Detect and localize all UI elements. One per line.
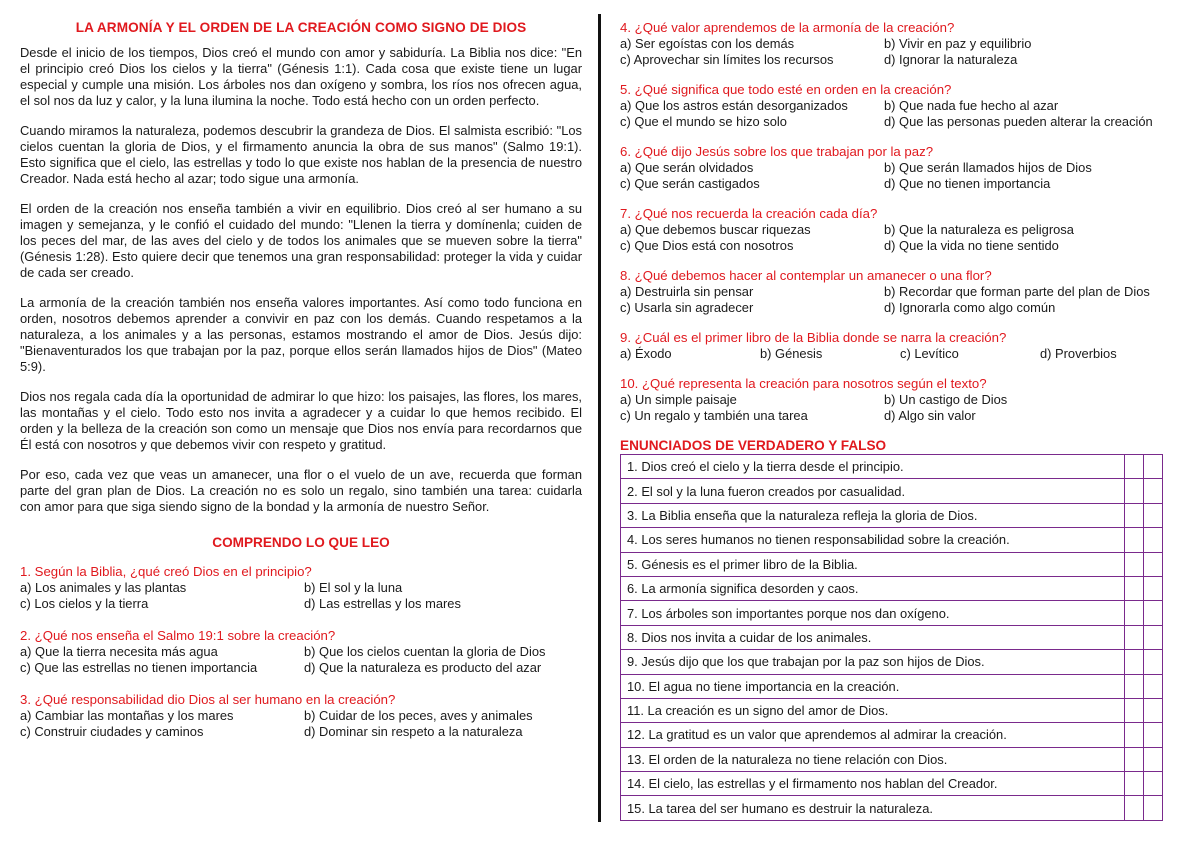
table-row <box>621 747 1163 771</box>
option-b: b) Un castigo de Dios <box>884 392 1008 407</box>
table-row <box>621 503 1163 527</box>
question-7 <box>620 206 1180 254</box>
answer-box-false[interactable] <box>1144 772 1163 796</box>
reading-paragraph-1: Desde el inicio de los tiempos, Dios creó el mundo con amor y sabiduría. La Biblia nos dice: "En el principio creó Dios los cielos y la tierra" (Génesis 1:1). Cada cosa que existe tiene un lugar especial y cumple una misión. Los árboles nos dan oxígeno y sombra, los ríos nos ofrecen agua, el sol nos da luz y calor, y la luna ilumina la noche. Todo está hecho con un orden perfecto. <box>20 45 582 108</box>
answer-box-false[interactable] <box>1144 503 1163 527</box>
statement-text: 12. La gratitud es un valor que aprendemos al admirar la creación. <box>621 723 1125 747</box>
table-row <box>621 479 1163 503</box>
question-text: 7. ¿Qué nos recuerda la creación cada día? <box>620 206 878 221</box>
reading-paragraph-4: La armonía de la creación también nos enseña valores importantes. Así como todo funciona en orden, nosotros debemos aprender a convivir en paz con los demás. Cuando respetamos a la naturaleza, a los animales y a las personas, estamos mostrando el amor de Dios. Jesús dijo: "Bienaventurados los que trabajan por la paz, porque ellos serán llamados hijos de Dios" (Mateo 5:9). <box>20 295 582 374</box>
table-row <box>621 723 1163 747</box>
option-d: d) Algo sin valor <box>884 408 976 423</box>
question-text: 1. Según la Biblia, ¿qué creó Dios en el principio? <box>20 564 312 579</box>
answer-box-false[interactable] <box>1144 455 1163 479</box>
option-b: b) Cuidar de los peces, aves y animales <box>304 708 533 723</box>
reading-title: LA ARMONÍA Y EL ORDEN DE LA CREACIÓN COMO SIGNO DE DIOS <box>75 20 527 35</box>
answer-box-true[interactable] <box>1125 796 1144 820</box>
option-d: d) Ignorarla como algo común <box>884 300 1056 315</box>
table-row <box>621 528 1163 552</box>
column-divider <box>598 14 601 822</box>
option-a: a) Que la tierra necesita más agua <box>20 644 218 659</box>
statement-text: 9. Jesús dijo que los que trabajan por la paz son hijos de Dios. <box>621 650 1125 674</box>
option-a: a) Que serán olvidados <box>620 160 754 175</box>
question-text: 6. ¿Qué dijo Jesús sobre los que trabajan por la paz? <box>620 144 934 159</box>
option-c: c) Que serán castigados <box>620 176 760 191</box>
question-2 <box>20 628 582 676</box>
question-text: 10. ¿Qué representa la creación para nosotros según el texto? <box>620 376 987 391</box>
answer-box-false[interactable] <box>1144 601 1163 625</box>
option-d: d) Dominar sin respeto a la naturaleza <box>304 724 523 739</box>
option-d: d) Proverbios <box>1040 346 1117 361</box>
answer-box-true[interactable] <box>1125 650 1144 674</box>
reading-paragraph-3: El orden de la creación nos enseña también a vivir en equilibrio. Dios creó al ser humano a su imagen y semejanza, y le confió el cuidado del mundo: "Llenen la tierra y domínenla; cuiden de los peces del mar, de las aves del cielo y de todos los animales que se mueven sobre la tierra" (Génesis 1:28). Esto quiere decir que tenemos una gran responsabilidad: proteger la vida y cuidar de cada ser creado. <box>20 201 582 280</box>
option-a: a) Ser egoístas con los demás <box>620 36 795 51</box>
option-b: b) El sol y la luna <box>304 580 403 595</box>
answer-box-false[interactable] <box>1144 698 1163 722</box>
statement-text: 14. El cielo, las estrellas y el firmamento nos hablan del Creador. <box>621 772 1125 796</box>
table-row <box>621 650 1163 674</box>
question-text: 2. ¿Qué nos enseña el Salmo 19:1 sobre la creación? <box>20 628 336 643</box>
option-a: a) Un simple paisaje <box>620 392 737 407</box>
question-4 <box>620 20 1180 68</box>
statement-text: 2. El sol y la luna fueron creados por casualidad. <box>621 479 1125 503</box>
option-a: a) Destruirla sin pensar <box>620 284 754 299</box>
question-text: 4. ¿Qué valor aprendemos de la armonía de la creación? <box>620 20 955 35</box>
statement-text: 15. La tarea del ser humano es destruir la naturaleza. <box>621 796 1125 820</box>
statement-text: 10. El agua no tiene importancia en la creación. <box>621 674 1125 698</box>
table-row <box>621 772 1163 796</box>
answer-box-false[interactable] <box>1144 576 1163 600</box>
table-row <box>621 625 1163 649</box>
option-a: a) Cambiar las montañas y los mares <box>20 708 234 723</box>
question-text: 5. ¿Qué significa que todo esté en orden en la creación? <box>620 82 952 97</box>
answer-box-true[interactable] <box>1125 576 1144 600</box>
question-10 <box>620 376 1180 424</box>
question-6 <box>620 144 1180 192</box>
question-text: 9. ¿Cuál es el primer libro de la Biblia donde se narra la creación? <box>620 330 1007 345</box>
option-c: c) Levítico <box>900 346 959 361</box>
answer-box-true[interactable] <box>1125 503 1144 527</box>
option-a: a) Éxodo <box>620 346 672 361</box>
right-column <box>620 20 1180 821</box>
option-c: c) Que Dios está con nosotros <box>620 238 794 253</box>
answer-box-true[interactable] <box>1125 772 1144 796</box>
statement-text: 11. La creación es un signo del amor de Dios. <box>621 698 1125 722</box>
table-row <box>621 796 1163 820</box>
option-d: d) Que la naturaleza es producto del azar <box>304 660 542 675</box>
comprehension-title: COMPRENDO LO QUE LEO <box>212 535 390 550</box>
option-a: a) Que debemos buscar riquezas <box>620 222 811 237</box>
question-5 <box>620 82 1180 130</box>
statement-text: 13. El orden de la naturaleza no tiene relación con Dios. <box>621 747 1125 771</box>
answer-box-false[interactable] <box>1144 625 1163 649</box>
answer-box-true[interactable] <box>1125 552 1144 576</box>
option-b: b) Que la naturaleza es peligrosa <box>884 222 1074 237</box>
question-9 <box>620 330 1180 362</box>
option-a: a) Los animales y las plantas <box>20 580 187 595</box>
statement-text: 8. Dios nos invita a cuidar de los animales. <box>621 625 1125 649</box>
answer-box-false[interactable] <box>1144 479 1163 503</box>
answer-box-true[interactable] <box>1125 601 1144 625</box>
answer-box-true[interactable] <box>1125 528 1144 552</box>
answer-box-false[interactable] <box>1144 796 1163 820</box>
reading-paragraph-6: Por eso, cada vez que veas un amanecer, una flor o el vuelo de un ave, recuerda que forman parte del gran plan de Dios. La creación no es solo un regalo, sino también una tarea: cuidarla con amor para que siga siendo signo de la bondad y la armonía de nuestro Señor. <box>20 467 582 514</box>
statement-text: 1. Dios creó el cielo y la tierra desde el principio. <box>621 455 1125 479</box>
table-row <box>621 455 1163 479</box>
answer-box-false[interactable] <box>1144 650 1163 674</box>
option-b: b) Que nada fue hecho al azar <box>884 98 1059 113</box>
answer-box-true[interactable] <box>1125 698 1144 722</box>
option-c: c) Los cielos y la tierra <box>20 596 149 611</box>
option-c: c) Construir ciudades y caminos <box>20 724 204 739</box>
answer-box-false[interactable] <box>1144 747 1163 771</box>
option-c: c) Aprovechar sin límites los recursos <box>620 52 834 67</box>
option-c: c) Un regalo y también una tarea <box>620 408 808 423</box>
question-1 <box>20 564 582 612</box>
question-text: 8. ¿Qué debemos hacer al contemplar un amanecer o una flor? <box>620 268 992 283</box>
option-a: a) Que los astros están desorganizados <box>620 98 848 113</box>
option-d: d) Que no tienen importancia <box>884 176 1051 191</box>
answer-box-false[interactable] <box>1144 528 1163 552</box>
statement-text: 6. La armonía significa desorden y caos. <box>621 576 1125 600</box>
reading-paragraph-2: Cuando miramos la naturaleza, podemos descubrir la grandeza de Dios. El salmista escribió: "Los cielos cuentan la gloria de Dios, y el firmamento anuncia la obra de sus manos" (Salmo 19:1). Esto significa que el cielo, las estrellas y todo lo que existe nos hablan de la presencia de nuestro Creador. Nada está hecho al azar; todo sigue una armonía. <box>20 123 582 186</box>
statement-text: 3. La Biblia enseña que la naturaleza refleja la gloria de Dios. <box>621 503 1125 527</box>
answer-box-false[interactable] <box>1144 552 1163 576</box>
option-b: b) Que serán llamados hijos de Dios <box>884 160 1092 175</box>
option-b: b) Génesis <box>760 346 823 361</box>
option-c: c) Que las estrellas no tienen importancia <box>20 660 258 675</box>
option-d: d) Las estrellas y los mares <box>304 596 461 611</box>
statement-text: 7. Los árboles son importantes porque nos dan oxígeno. <box>621 601 1125 625</box>
answer-box-true[interactable] <box>1125 674 1144 698</box>
true-false-table <box>620 454 1163 821</box>
statement-text: 4. Los seres humanos no tienen responsabilidad sobre la creación. <box>621 528 1125 552</box>
answer-box-true[interactable] <box>1125 479 1144 503</box>
question-8 <box>620 268 1180 316</box>
table-row <box>621 552 1163 576</box>
reading-paragraph-5: Dios nos regala cada día la oportunidad de admirar lo que hizo: los paisajes, las flores, los mares, las montañas y el cielo. Todo esto nos invita a agradecer y a cuidar lo que hemos recibido. El orden y la belleza de la creación son como un mensaje que Dios nos envía para recordarnos que Él está con nosotros y que debemos vivir con respeto y gratitud. <box>20 389 582 452</box>
answer-box-true[interactable] <box>1125 747 1144 771</box>
answer-box-false[interactable] <box>1144 674 1163 698</box>
option-c: c) Usarla sin agradecer <box>620 300 754 315</box>
option-d: d) Que la vida no tiene sentido <box>884 238 1059 253</box>
true-false-title: ENUNCIADOS DE VERDADERO Y FALSO <box>620 438 887 453</box>
question-text: 3. ¿Qué responsabilidad dio Dios al ser humano en la creación? <box>20 692 396 707</box>
answer-box-true[interactable] <box>1125 723 1144 747</box>
answer-box-false[interactable] <box>1144 723 1163 747</box>
answer-box-true[interactable] <box>1125 455 1144 479</box>
answer-box-true[interactable] <box>1125 625 1144 649</box>
question-3 <box>20 692 582 740</box>
option-d: d) Ignorar la naturaleza <box>884 52 1018 67</box>
table-row <box>621 698 1163 722</box>
table-row <box>621 601 1163 625</box>
table-row <box>621 576 1163 600</box>
option-c: c) Que el mundo se hizo solo <box>620 114 787 129</box>
left-column <box>20 20 582 756</box>
table-row <box>621 674 1163 698</box>
option-b: b) Recordar que forman parte del plan de Dios <box>884 284 1150 299</box>
option-b: b) Vivir en paz y equilibrio <box>884 36 1032 51</box>
statement-text: 5. Génesis es el primer libro de la Biblia. <box>621 552 1125 576</box>
option-b: b) Que los cielos cuentan la gloria de Dios <box>304 644 546 659</box>
option-d: d) Que las personas pueden alterar la creación <box>884 114 1153 129</box>
